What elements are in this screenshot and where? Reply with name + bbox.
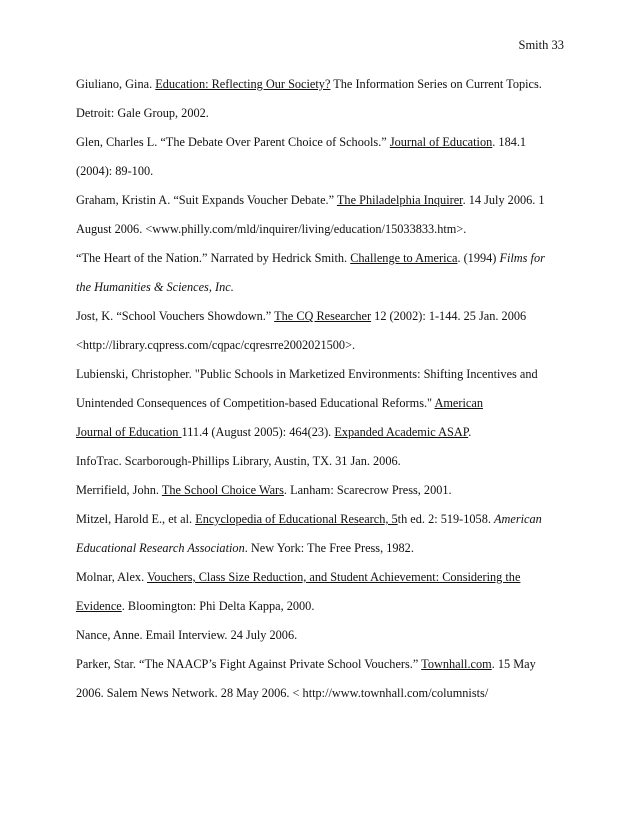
citation-line (76, 418, 576, 447)
citation-line (76, 331, 576, 360)
citation-line (76, 534, 576, 563)
citation-line (76, 215, 576, 244)
citation-entry (76, 505, 576, 563)
underlined-title: Townhall.com (421, 657, 492, 671)
citation-line (76, 186, 576, 215)
citation-text: 2006. Salem News Network. 28 May 2006. < http://www.townhall.com/columnists/ (76, 686, 489, 700)
citation-text: Giuliano, Gina. (76, 77, 156, 91)
citation-text: <http://library.cqpress.com/cqpac/cqresrre2002021500>. (76, 338, 356, 352)
citation-text: th ed. 2: 519-1058. (397, 512, 494, 526)
citation-text: . Bloomington: Phi Delta Kappa, 2000. (121, 599, 315, 613)
citation-text: . 15 May (491, 657, 536, 671)
citation-text: InfoTrac. Scarborough-Phillips Library, Austin, TX. 31 Jan. 2006. (76, 454, 401, 468)
citation-text: Molnar, Alex. (76, 570, 148, 584)
citation-text: Parker, Star. “The NAACP’s Fight Against Private School Vouchers.” (76, 657, 422, 671)
underlined-title: Journal of Education (389, 135, 493, 149)
citation-entry (76, 128, 576, 186)
citation-entry (76, 476, 576, 505)
citation-line (76, 128, 576, 157)
citation-text: Nance, Anne. Email Interview. 24 July 2006. (76, 628, 298, 642)
citation-line (76, 157, 576, 186)
citation-text: 12 (2002): 1-144. 25 Jan. 2006 (371, 309, 527, 323)
citation-text: Unintended Consequences of Competition-based Educational Reforms." (76, 396, 435, 410)
citation-line (76, 621, 576, 650)
citation-text: Lubienski, Christopher. "Public Schools in Marketized Environments: Shifting Incentives and (76, 367, 538, 381)
italic-text: Educational Research Association (76, 541, 245, 555)
citation-line (76, 592, 576, 621)
works-cited-list (76, 70, 576, 708)
italic-text: the Humanities & Sciences, Inc. (76, 280, 234, 294)
citation-line (76, 273, 576, 302)
citation-text: Graham, Kristin A. “Suit Expands Voucher Debate.” (76, 193, 337, 207)
underlined-title: Expanded Academic ASAP (334, 425, 469, 439)
citation-text: Jost, K. “School Vouchers Showdown.” (76, 309, 275, 323)
citation-entry (76, 302, 576, 360)
citation-line (76, 650, 576, 679)
italic-text: Films for (499, 251, 545, 265)
citation-line (76, 447, 576, 476)
citation-line (76, 99, 576, 128)
citation-text: Detroit: Gale Group, 2002. (76, 106, 209, 120)
citation-text: . (468, 425, 472, 439)
citation-text: “The Heart of the Nation.” Narrated by Hedrick Smith. (76, 251, 351, 265)
citation-text: Glen, Charles L. “The Debate Over Parent Choice of Schools.” (76, 135, 390, 149)
underlined-title: The School Choice Wars (161, 483, 284, 497)
citation-line (76, 244, 576, 273)
underlined-title: Vouchers, Class Size Reduction, and Student Achievement: Considering the (147, 570, 521, 584)
citation-text: August 2006. <www.philly.com/mld/inquirer/living/education/15033833.htm>. (76, 222, 467, 236)
underlined-title: Journal of Education (76, 425, 182, 439)
citation-text: . New York: The Free Press, 1982. (244, 541, 414, 555)
citation-line (76, 679, 576, 708)
citation-line (76, 302, 576, 331)
page-header: Smith 33 (518, 38, 564, 52)
citation-text: . 14 July 2006. 1 (462, 193, 545, 207)
underlined-title: The CQ Researcher (274, 309, 372, 323)
citation-entry (76, 70, 576, 128)
citation-text: The Information Series on Current Topics. (330, 77, 542, 91)
underlined-title: Evidence (76, 599, 122, 613)
citation-entry (76, 186, 576, 244)
citation-line (76, 505, 576, 534)
underlined-title: Encyclopedia of Educational Research, 5 (195, 512, 398, 526)
citation-text: . (1994) (457, 251, 500, 265)
citation-line (76, 70, 576, 99)
citation-text: . Lanham: Scarecrow Press, 2001. (283, 483, 452, 497)
citation-line (76, 389, 576, 418)
citation-text: Merrifield, John. (76, 483, 162, 497)
italic-text: American (494, 512, 542, 526)
underlined-title: Education: Reflecting Our Society? (155, 77, 331, 91)
citation-line (76, 360, 576, 389)
citation-text: (2004): 89-100. (76, 164, 154, 178)
underlined-title: American (434, 396, 483, 410)
citation-entry (76, 360, 576, 476)
underlined-title: The Philadelphia Inquirer (336, 193, 463, 207)
citation-line (76, 476, 576, 505)
citation-entry (76, 244, 576, 302)
citation-text: 111.4 (August 2005): 464(23). (181, 425, 335, 439)
underlined-title: Challenge to America (350, 251, 458, 265)
citation-text: . 184.1 (492, 135, 527, 149)
citation-entry (76, 563, 576, 621)
citation-entry (76, 650, 576, 708)
citation-text: Mitzel, Harold E., et al. (76, 512, 196, 526)
citation-line (76, 563, 576, 592)
citation-entry (76, 621, 576, 650)
